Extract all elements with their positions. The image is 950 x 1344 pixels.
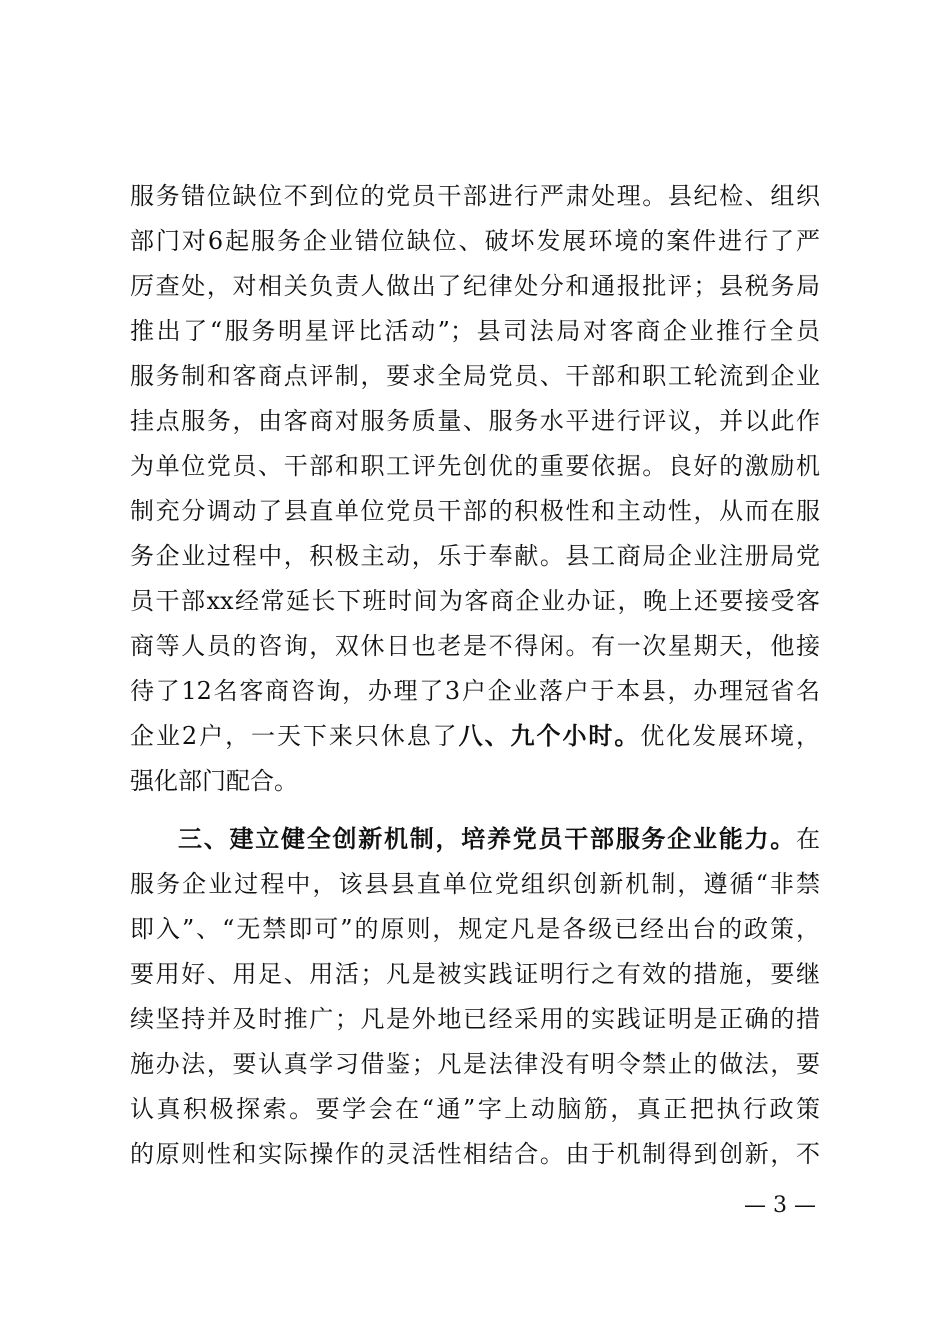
paragraph-line: 续坚持并及时推广；凡是外地已经采用的实践证明是正确的措 (130, 1005, 820, 1033)
paragraph-line: 服务错位缺位不到位的党员干部进行严肃处理。县纪检、组织 (130, 182, 820, 210)
line-text: 优化发展环境， (640, 722, 821, 750)
paragraph-line: 的原则性和实际操作的灵活性相结合。由于机制得到创新，不 (130, 1140, 820, 1168)
paragraph-line: 厉查处，对相关负责人做出了纪律处分和通报批评；县税务局 (130, 272, 820, 300)
paragraph-line: 即入”、“无禁即可”的原则，规定凡是各级已经出台的政策， (130, 915, 820, 943)
section-heading-line (178, 823, 820, 855)
paragraph-line: 要用好、用足、用活；凡是被实践证明行之有效的措施，要继 (130, 960, 820, 988)
section-heading: 三、建立健全创新机制，培养党员干部服务企业能力。 (178, 824, 796, 853)
bold-phrase: 八、九个小时。 (458, 721, 641, 750)
paragraph-line: 商等人员的咨询，双休日也老是不得闲。有一次星期天，他接 (130, 632, 820, 660)
paragraph-line-mixed (130, 720, 820, 752)
paragraph-line: 制充分调动了县直单位党员干部的积极性和主动性，从而在服 (130, 497, 820, 525)
paragraph-line: 强化部门配合。 (130, 767, 298, 795)
paragraph-line: 员干部xx经常延长下班时间为客商企业办证，晚上还要接受客 (130, 587, 820, 615)
page-number: — 3 — (744, 1193, 816, 1218)
paragraph-line: 挂点服务，由客商对服务质量、服务水平进行评议，并以此作 (130, 407, 820, 435)
paragraph-line: 服务制和客商点评制，要求全局党员、干部和职工轮流到企业 (130, 362, 820, 390)
paragraph-line: 待了12名客商咨询，办理了3户企业落户于本县，办理冠省名 (130, 677, 820, 705)
line-text: 企业2户，一天下来只休息了 (130, 722, 459, 750)
paragraph-line: 务企业过程中，积极主动，乐于奉献。县工商局企业注册局党 (130, 542, 820, 570)
line-text: 在 (796, 825, 820, 853)
paragraph-line: 认真积极探索。要学会在“通”字上动脑筋，真正把执行政策 (130, 1095, 820, 1123)
paragraph-line: 推出了“服务明星评比活动”；县司法局对客商企业推行全员 (130, 317, 820, 345)
paragraph-line: 为单位党员、干部和职工评先创优的重要依据。良好的激励机 (130, 452, 820, 480)
paragraph-line: 部门对6起服务企业错位缺位、破坏发展环境的案件进行了严 (130, 227, 820, 255)
paragraph-line: 施办法，要认真学习借鉴；凡是法律没有明令禁止的做法，要 (130, 1050, 820, 1078)
paragraph-line: 服务企业过程中，该县县直单位党组织创新机制，遵循“非禁 (130, 870, 820, 898)
